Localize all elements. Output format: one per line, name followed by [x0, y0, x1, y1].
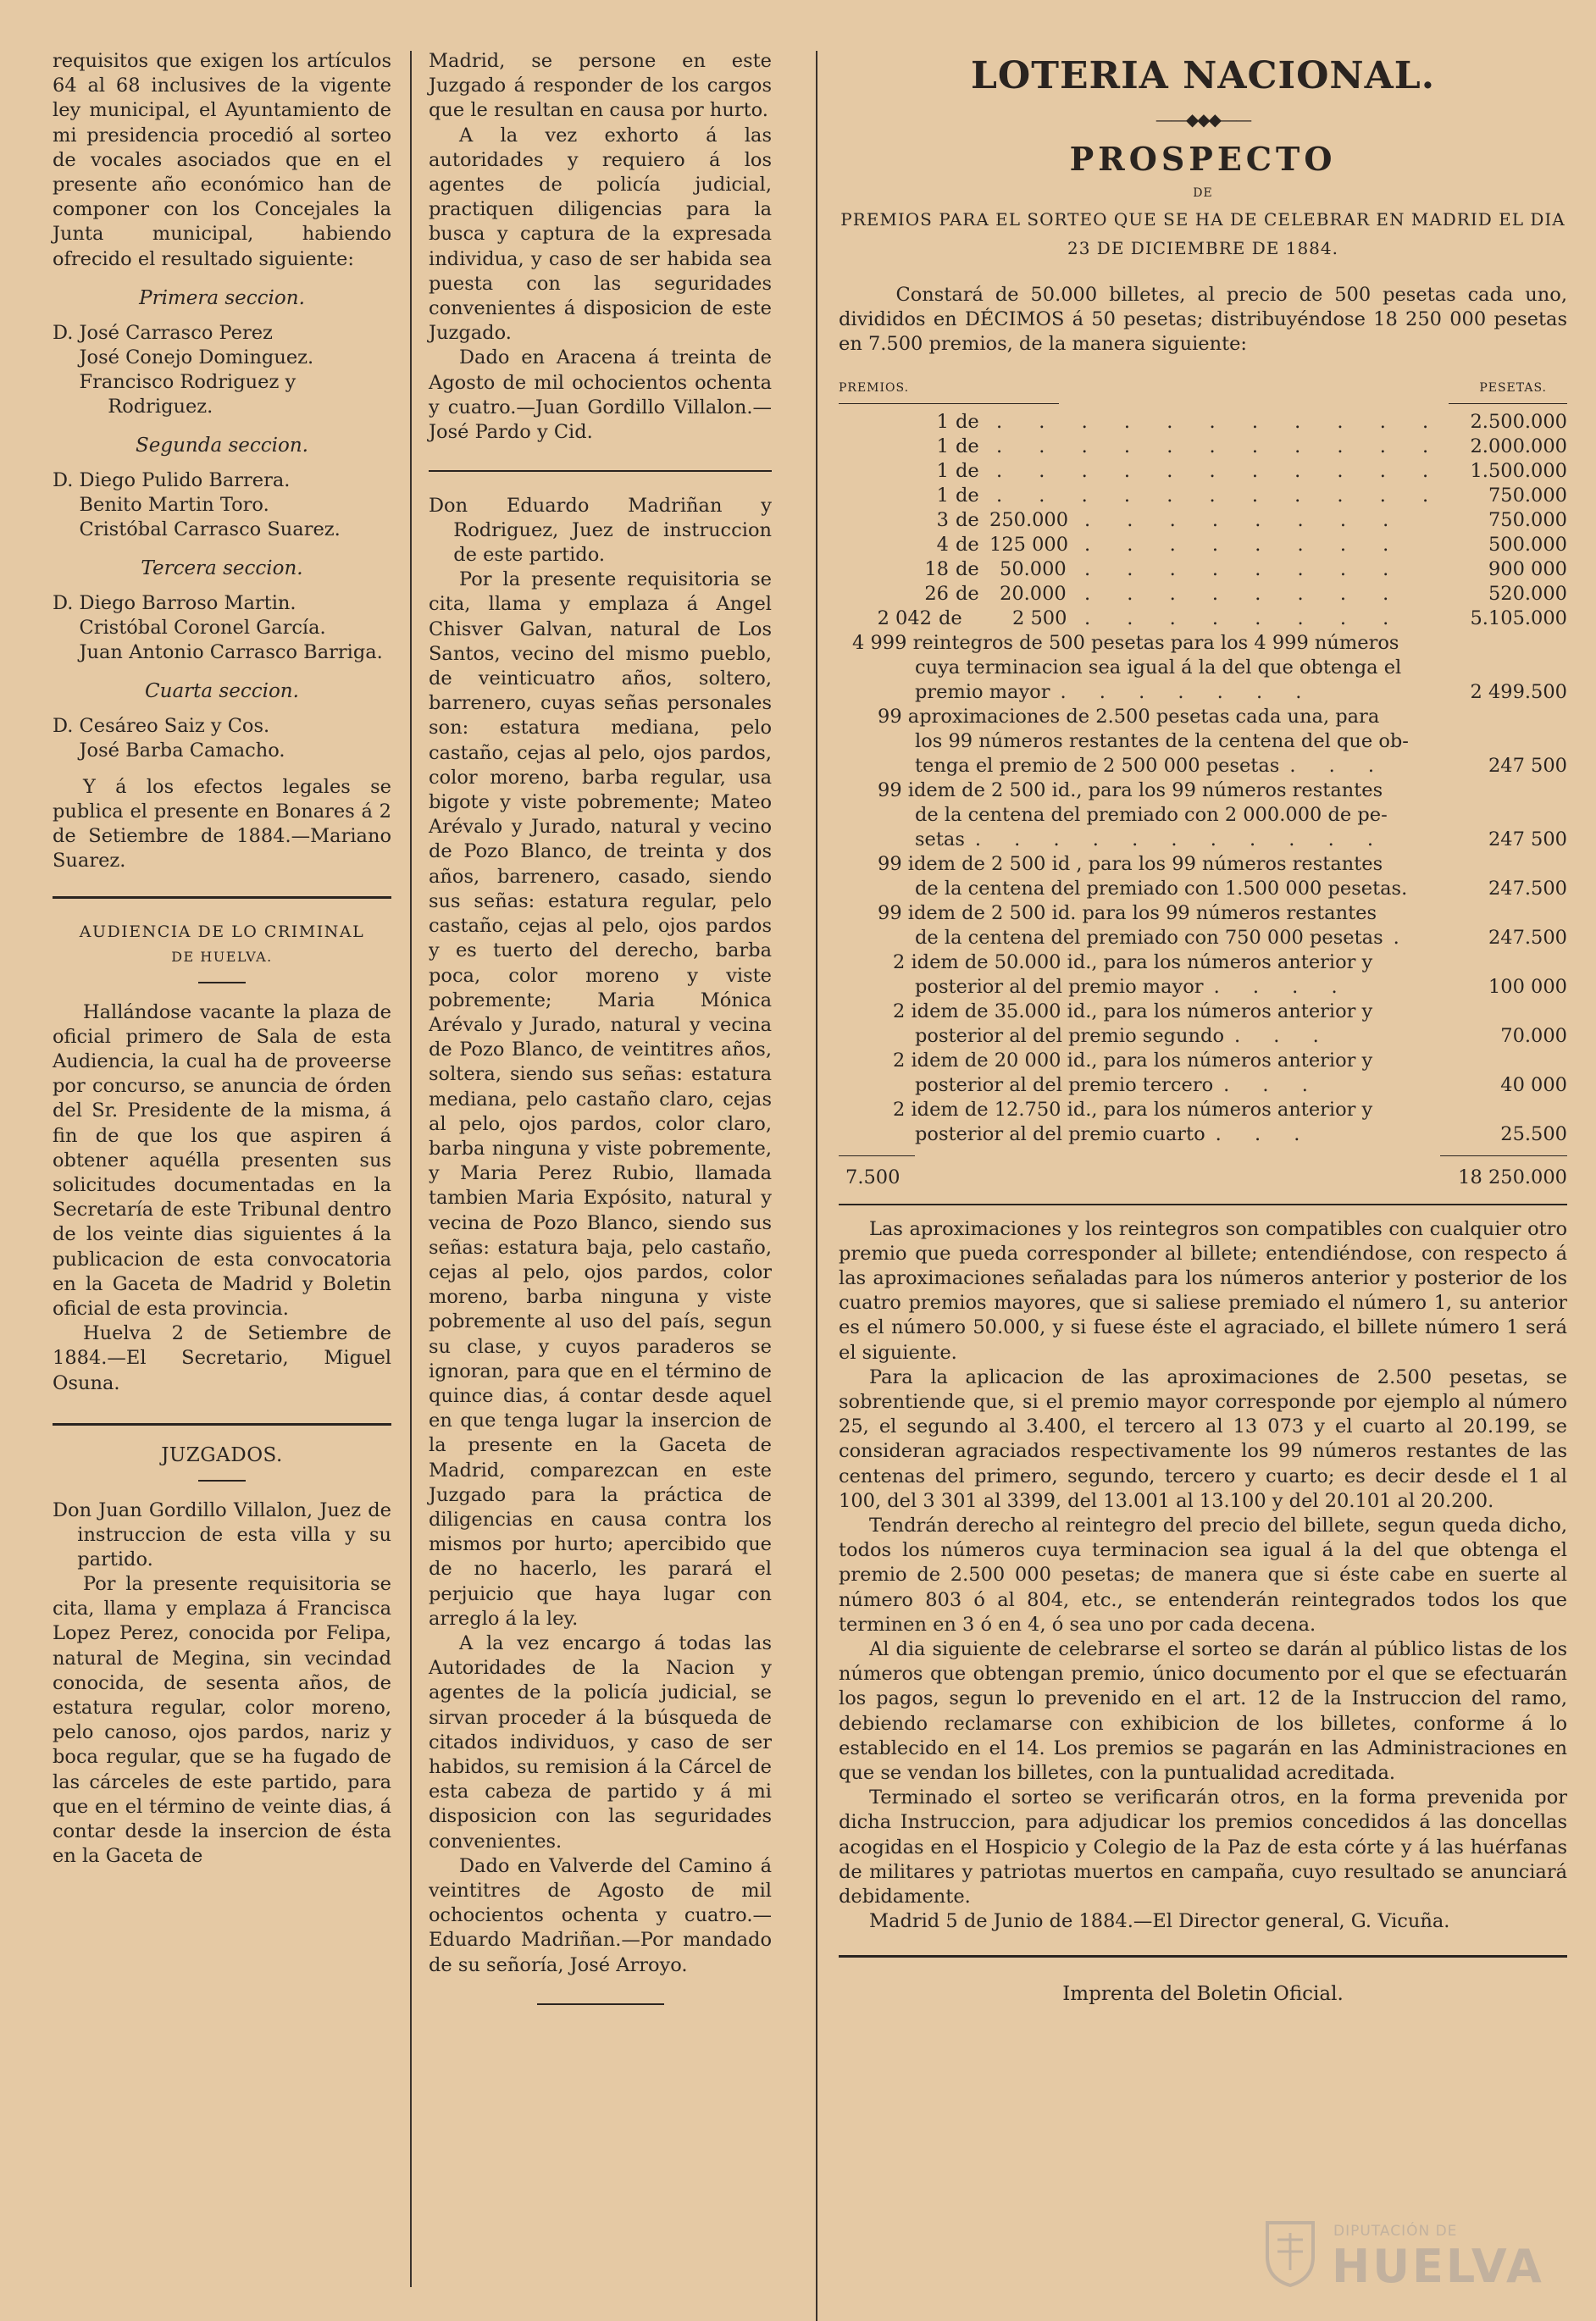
prize-amount: 900 000: [1488, 557, 1567, 580]
prize-item: 99 aproximaciones de 2.500 pesetas cada una, para los 99 números restantes de la centena del que ob- tenga el premio de 2 500 000 pesetas . . . 247 500: [878, 705, 1567, 777]
juzgado-2-body: Por la presente requisitoria se cita, llama y emplaza á Angel Chisver Galvan, natural de Los Santos, vecino del mismo pueblo, de veinticuatro años, soltero, barrenero, cuyas señas personales son: estatura mediana, pelo castaño, cejas al pelo, ojos pardos, color moreno, barba regular, usa bigote y viste pobremente; Mateo Arévalo y Jurado, natural y vecino de Pozo Blanco, de treinta y dos años, barrenero, casado, siendo sus señas: estatura regular, pelo castaño, cejas al pelo, ojos pardos y es tuerto del derecho, barba poca, color moreno y viste pobremente; Maria Mónica Arévalo y Jurado, natural y vecina de Pozo Blanco, de veintitres años, soltera, siendo sus señas: estatura mediana, pelo castaño claro, cejas al pelo, ojos pardos, color claro, barba ninguna y viste pobremente, y Maria Perez Rubio, llamada tambien Maria Expósito, natural y vecina de Pozo Blanco, siendo sus señas: estatura baja, pelo castaño, cejas al pelo, ojos pardos, color moreno, barba ninguna y viste pobremente al uso del país, segun su clase, y cuyos paraderos se ignoran, para que en el término de quince dias, á contar desde aquel en que tenga lugar la insercion de la presente en la Gaceta de Madrid, comparezcan en este Juzgado para la práctica de diligencias en causa contra los mismos por hurto; apercibido que de no hacerlo, les parará el perjuicio que haya lugar con arreglo á la ley.: [429, 568, 772, 1630]
lottery-paragraph-1: Las aproximaciones y los reintegros son compatibles con cualquier otro premio que pueda corresponder al billete; entendiéndose, con respecto á las aproximaciones señaladas para los números anterior y posterior de los cuatro premios mayores, que si saliese premiado el número 1, su anterior es el número 50.000, y si fuese éste el agraciado, el billete número 1 será el siguiente.: [839, 1217, 1567, 1364]
column-2: [429, 49, 772, 2005]
divider: [429, 470, 772, 472]
prize-item: 99 idem de 2 500 id , para los 99 números restantes de la centena del premiado con 1.500 000 pesetas. 247.500: [878, 852, 1567, 900]
prize-item: 2 idem de 50.000 id., para los números anterior y posterior al del premio mayor . . . . 100 000: [893, 950, 1567, 998]
column-rule-2: [816, 51, 817, 2321]
prize-row: 3 de 250.000 . . . . . . . . 750.000: [936, 508, 1567, 531]
total-amount: 18 250.000: [1458, 1166, 1567, 1188]
juzgado-1-dated: Dado en Aracena á treinta de Agosto de mil ochocientos ochenta y cuatro.—Juan Gordillo Villalon.—José Pardo y Cid.: [429, 346, 772, 444]
juzgado-1-continuation: Madrid, se persone en este Juzgado á responder de los cargos que le resultan en causa por hurto.: [429, 50, 772, 122]
imprenta-line: Imprenta del Boletin Oficial.: [1062, 1982, 1344, 2005]
section-3-name: Juan Antonio Carrasco Barriga.: [79, 640, 383, 663]
prize-row: 18 de 50.000 . . . . . . . . 900 000: [924, 557, 1567, 580]
section-1-name: Francisco Rodriguez y Rodriguez.: [79, 370, 296, 418]
prize-item: 2 idem de 35.000 id., para los números anterior y posterior al del premio segundo . . . 70.000: [893, 1000, 1567, 1047]
seal-line-2: HUELVA: [1332, 2240, 1544, 2293]
short-divider: [198, 1480, 246, 1482]
section-heading-4: Cuarta seccion.: [145, 679, 299, 702]
prize-amount: 1.500.000: [1470, 459, 1567, 482]
lottery-intro: Constará de 50.000 billetes, al precio de 500 pesetas cada uno, divididos en DÉCIMOS á 50 pesetas; distribuyéndose 18 250 000 pesetas en 7.500 premios, de la manera siguiente:: [839, 284, 1567, 356]
prize-amount: 5.105.000: [1470, 607, 1567, 629]
totals-row: [839, 1166, 1567, 1190]
lottery-paragraph-3: Tendrán derecho al reintegro del precio del billete, segun queda dicho, todos los números cuya terminacion sea igual á la del que obtenga el premio de 2.500 000 pesetas; de manera que si éste cabe en suerte al número 803 ó al 804, etc., se entenderán reintegrados todos los que terminen en 3 ó en 4, ó sea uno por cada decena.: [839, 1515, 1567, 1636]
prize-item: 2 idem de 12.750 id., para los números anterior y posterior al del premio cuarto . . . 25.500: [893, 1098, 1567, 1145]
section-1-name: D. José Carrasco Perez: [53, 321, 273, 344]
prize-item: 99 idem de 2 500 id. para los 99 números restantes de la centena del premiado con 750 000 pesetas . 247.500: [878, 901, 1567, 949]
prize-row: 1 de . . . . . . . . . . . 750.000: [936, 484, 1567, 507]
prospecto-title: PROSPECTO: [1069, 140, 1337, 178]
audiencia-title: AUDIENCIA DE LO CRIMINAL: [79, 922, 365, 941]
column-3: [839, 49, 1567, 2005]
juzgado-2-heading: Don Eduardo Madriñan y Rodriguez, Juez de instruccion de este partido.: [429, 495, 772, 567]
prize-amount: 2.000.000: [1470, 435, 1567, 457]
juzgado-1-body: Por la presente requisitoria se cita, llama y emplaza á Francisca Lopez Perez, conocida por Felipa, natural de Megina, sin vecindad conocida, de sesenta años, de estatura regular, color moreno, pelo canoso, ojos pardos, nariz y boca regular, que se ha fugado de las cárceles de este partido, para que en el término de veinte dias, á contar desde la insercion de ésta en la Gaceta de: [53, 1572, 391, 1868]
prize-item: 2 idem de 20 000 id., para los números anterior y posterior al del premio tercero . . . 40 000: [893, 1049, 1567, 1096]
prize-amount: 100 000: [1488, 975, 1567, 998]
prize-amount: 500.000: [1488, 533, 1567, 556]
audiencia-subtitle: DE HUELVA.: [171, 948, 273, 965]
prize-row: 26 de 20.000 . . . . . . . . 520.000: [924, 582, 1567, 605]
juzgado-2-dated: Dado en Valverde del Camino á veintitres de Agosto de mil ochocientos ochenta y cuatro.—Eduardo Madriñan.—Por mandado de su señoría, José Arroyo.: [429, 1854, 772, 1976]
lottery-signature: Madrid 5 de Junio de 1884.—El Director general, G. Vicuña.: [869, 1910, 1450, 1933]
short-divider: [537, 2003, 664, 2005]
section-4-name: D. Cesáreo Saiz y Cos.: [53, 714, 270, 737]
prize-item: 4 999 reintegros de 500 pesetas para los 4 999 números cuya terminacion sea igual á la del que obtenga el premio mayor . . . . . . . 2 499.500: [852, 631, 1567, 703]
juzgado-1-exhorto: A la vez exhorto á las autoridades y requiero á los agentes de policía judicial, practiquen diligencias para la busca y captura de la expresada individua, y caso de ser habida sea puesta con las seguridades convenientes á disposicion de este Juzgado.: [429, 124, 772, 345]
prize-amount: 247.500: [1488, 877, 1567, 900]
prize-row: 2 042 de 2 500 . . . . . . . . 5.105.000: [877, 607, 1567, 629]
prize-amount: 750.000: [1488, 508, 1567, 531]
divider: [53, 1423, 391, 1426]
section-2-name: Cristóbal Carrasco Suarez.: [79, 518, 341, 540]
prize-amount: 247 500: [1488, 754, 1567, 777]
section-1-name: José Conejo Dominguez.: [79, 346, 314, 368]
prospecto-de: DE: [1193, 186, 1213, 200]
prize-table: [839, 410, 1567, 1147]
prize-amount: 2 499.500: [1470, 680, 1567, 703]
diputacion-seal: [1261, 2218, 1582, 2294]
audiencia-signature: Huelva 2 de Setiembre de 1884.—El Secretario, Miguel Osuna.: [53, 1322, 391, 1394]
prize-amount: 25.500: [1500, 1122, 1567, 1145]
column-rule-1: [410, 51, 412, 2287]
prize-amount: 40 000: [1500, 1073, 1567, 1096]
prospecto-subtitle-1: PREMIOS PARA EL SORTEO QUE SE HA DE CELEBRAR EN MADRID EL DIA: [840, 209, 1566, 230]
prize-item: 99 idem de 2 500 id., para los 99 números restantes de la centena del premiado con 2 000.000 de pe- setas . . . . . . . . . . . 247 500: [878, 778, 1567, 850]
municipal-closing: Y á los efectos legales se publica el presente en Bonares á 2 de Setiembre de 1884.—Mariano Suarez.: [53, 775, 391, 872]
section-heading-3: Tercera seccion.: [141, 557, 303, 579]
prize-amount: 520.000: [1488, 582, 1567, 605]
section-heading-1: Primera seccion.: [139, 286, 305, 309]
divider: [53, 896, 391, 899]
section-2-name: Benito Martin Toro.: [79, 493, 269, 516]
prize-row: 4 de 125 000 . . . . . . . . 500.000: [936, 533, 1567, 556]
ornament-divider: ——◆◆◆——: [1155, 109, 1251, 130]
lottery-paragraph-5: Terminado el sorteo se verificarán otros, en la forma prevenida por dicha Instruccion, para adjudicar los premios concedidos á las doncellas acogidas en el Hospicio y Colegio de la Paz de esta córte y á las huérfanas de militares y patriotas muertos en campaña, cuyo resultado se anunciará debidamente.: [839, 1786, 1567, 1908]
section-2-name: D. Diego Pulido Barrera.: [53, 468, 291, 491]
audiencia-body: Hallándose vacante la plaza de oficial primero de Sala de esta Audiencia, la cual ha de proveerse por concurso, se anuncia de órden del Sr. Presidente de la misma, á fin de que los que aspiren á obtener aquélla presenten sus solicitudes documentadas en la Secretaría de este Tribunal dentro de los veinte dias siguientes á la publicacion de esta convocatoria en la Gaceta de Madrid y Boletin oficial de esta provincia.: [53, 1000, 391, 1321]
prospecto-subtitle-2: 23 DE DICIEMBRE DE 1884.: [1067, 238, 1338, 258]
divider: [839, 1955, 1567, 1958]
section-4-name: José Barba Camacho.: [79, 739, 285, 762]
seal-line-1: DIPUTACIÓN DE: [1333, 2223, 1458, 2240]
prize-amount: 2.500.000: [1470, 410, 1567, 433]
lottery-paragraph-4: Al dia siguiente de celebrarse el sorteo se darán al público listas de los números que obtengan premio, único documento por el que se efectuarán los pagos, segun lo prevenido en el art. 12 de la Instruccion del ramo, debiendo reclamarse con exhibicion de los billetes, conforme á lo establecido en el 14. Los premios se pagarán en las Administraciones en que se vendan los billetes, con la puntualidad acreditada.: [839, 1638, 1567, 1785]
juzgado-2-encargo: A la vez encargo á todas las Autoridades de la Nacion y agentes de la policía judicial, se sirvan proceder á la búsqueda de citados individuos, y caso de ser habidos, su remision á la Cárcel de esta cabeza de partido y á mi disposicion con las seguridades convenientes.: [429, 1631, 772, 1853]
table-header: [839, 369, 1567, 403]
prize-amount: 247 500: [1488, 828, 1567, 850]
pesetas-header: PESETAS.: [1479, 380, 1547, 395]
prize-amount: 247.500: [1488, 926, 1567, 949]
juzgado-1-heading: Don Juan Gordillo Villalon, Juez de instruccion de esta villa y su partido.: [53, 1498, 391, 1570]
prize-amount: 750.000: [1488, 484, 1567, 507]
total-count: 7.500: [845, 1166, 901, 1188]
prize-row: 1 de . . . . . . . . . . . 1.500.000: [936, 459, 1567, 482]
municipal-intro: requisitos que exigen los artículos 64 al 68 inclusives de la vigente ley municipal, el Ayuntamiento de mi presidencia procedió al sorteo de vocales asociados que en el presente año económico han de componer con los Concejales la Junta municipal, habiendo ofrecido el resultado siguiente:: [53, 50, 391, 270]
premios-header: PREMIOS.: [839, 380, 910, 395]
prize-row: 1 de . . . . . . . . . . . 2.000.000: [936, 435, 1567, 457]
prize-row: 1 de . . . . . . . . . . . 2.500.000: [936, 410, 1567, 433]
short-divider: [198, 982, 246, 983]
juzgados-title: JUZGADOS.: [161, 1443, 283, 1466]
crest-icon: [1261, 2218, 1320, 2289]
section-3-name: Cristóbal Coronel García.: [79, 616, 326, 639]
lottery-title: LOTERIA NACIONAL.: [970, 54, 1436, 97]
prize-amount: 70.000: [1500, 1024, 1567, 1047]
column-1: [53, 49, 391, 1869]
section-heading-2: Segunda seccion.: [136, 434, 308, 457]
section-3-name: D. Diego Barroso Martin.: [53, 591, 296, 614]
lottery-paragraph-2: Para la aplicacion de las aproximaciones de 2.500 pesetas, se sobrentiende que, si el premio mayor corresponde por ejemplo al número 25, el segundo al 3.400, el tercero al 13 073 y el cuarto al 20.199, se consideran agraciados respectivamente los 99 números restantes de las centenas del primero, segundo, tercero y cuarto; es decir desde el 1 al 100, del 3 301 al 3399, del 13.001 al 13.100 y del 20.101 al 20.200.: [839, 1365, 1567, 1512]
